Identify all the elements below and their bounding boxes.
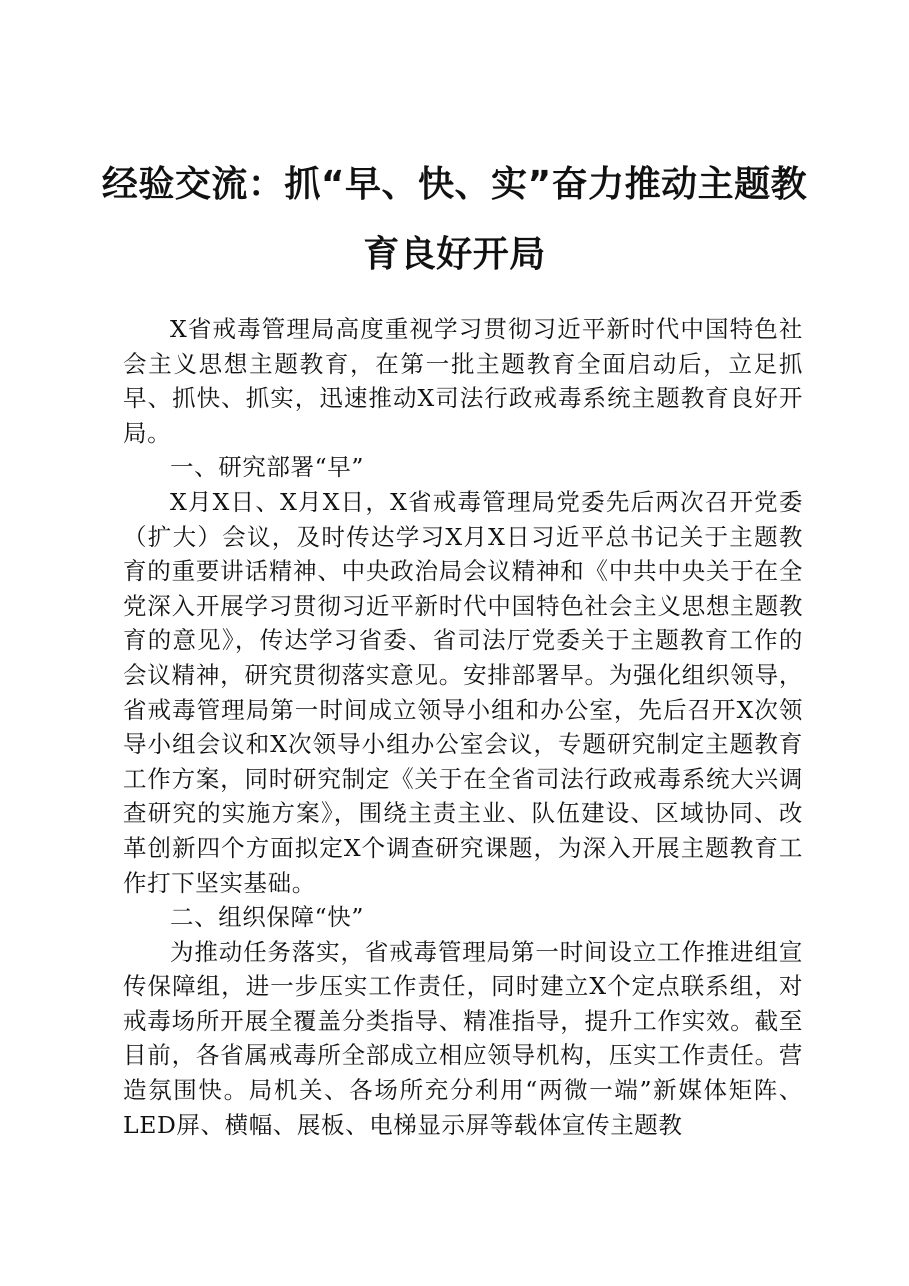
section-heading-1: 一、研究部署“早” xyxy=(170,453,364,482)
section-2-paragraph: 为推动任务落实，省戒毒管理局第一时间设立工作推进组宣传保障组，进一步压实工作责任，同时建立X个定点联系组，对戒毒场所开展全覆盖分类指导、精准指导，提升工作实效。截至目前，各省属戒毒所全部成立相应领导机构，压实工作责任。营造氛围快。局机关、各场所充分利用“两微一端”新媒体矩阵、LED屏、横幅、展板、电梯显示屏等载体宣传主题教 xyxy=(123,937,803,1139)
document-body xyxy=(123,312,803,1142)
section-1-paragraph: X月X日、X月X日，X省戒毒管理局党委先后两次召开党委（扩大）会议，及时传达学习X月X日习近平总书记关于主题教育的重要讲话精神、中央政治局会议精神和《中共中央关于在全党深入开展学习贯彻习近平新时代中国特色社会主义思想主题教育的意见》，传达学习省委、省司法厅党委关于主题教育工作的会议精神，研究贯彻落实意见。安排部署早。为强化组织领导，省戒毒管理局第一时间成立领导小组和办公室，先后召开X次领导小组会议和X次领导小组办公室会议，专题研究制定主题教育工作方案，同时研究制定《关于在全省司法行政戒毒系统大兴调查研究的实施方案》，围绕主责主业、队伍建设、区域协同、改革创新四个方面拟定X个调查研究课题，为深入开展主题教育工作打下坚实基础。 xyxy=(123,487,803,897)
intro-paragraph: X省戒毒管理局高度重视学习贯彻习近平新时代中国特色社会主义思想主题教育，在第一批主题教育全面启动后，立足抓早、抓快、抓实，迅速推动X司法行政戒毒系统主题教育良好开局。 xyxy=(123,315,803,447)
document-title: 经验交流：抓“早、快、实”奋力推动主题教育良好开局 xyxy=(101,164,808,275)
section-heading-2: 二、组织保障“快” xyxy=(170,903,364,932)
